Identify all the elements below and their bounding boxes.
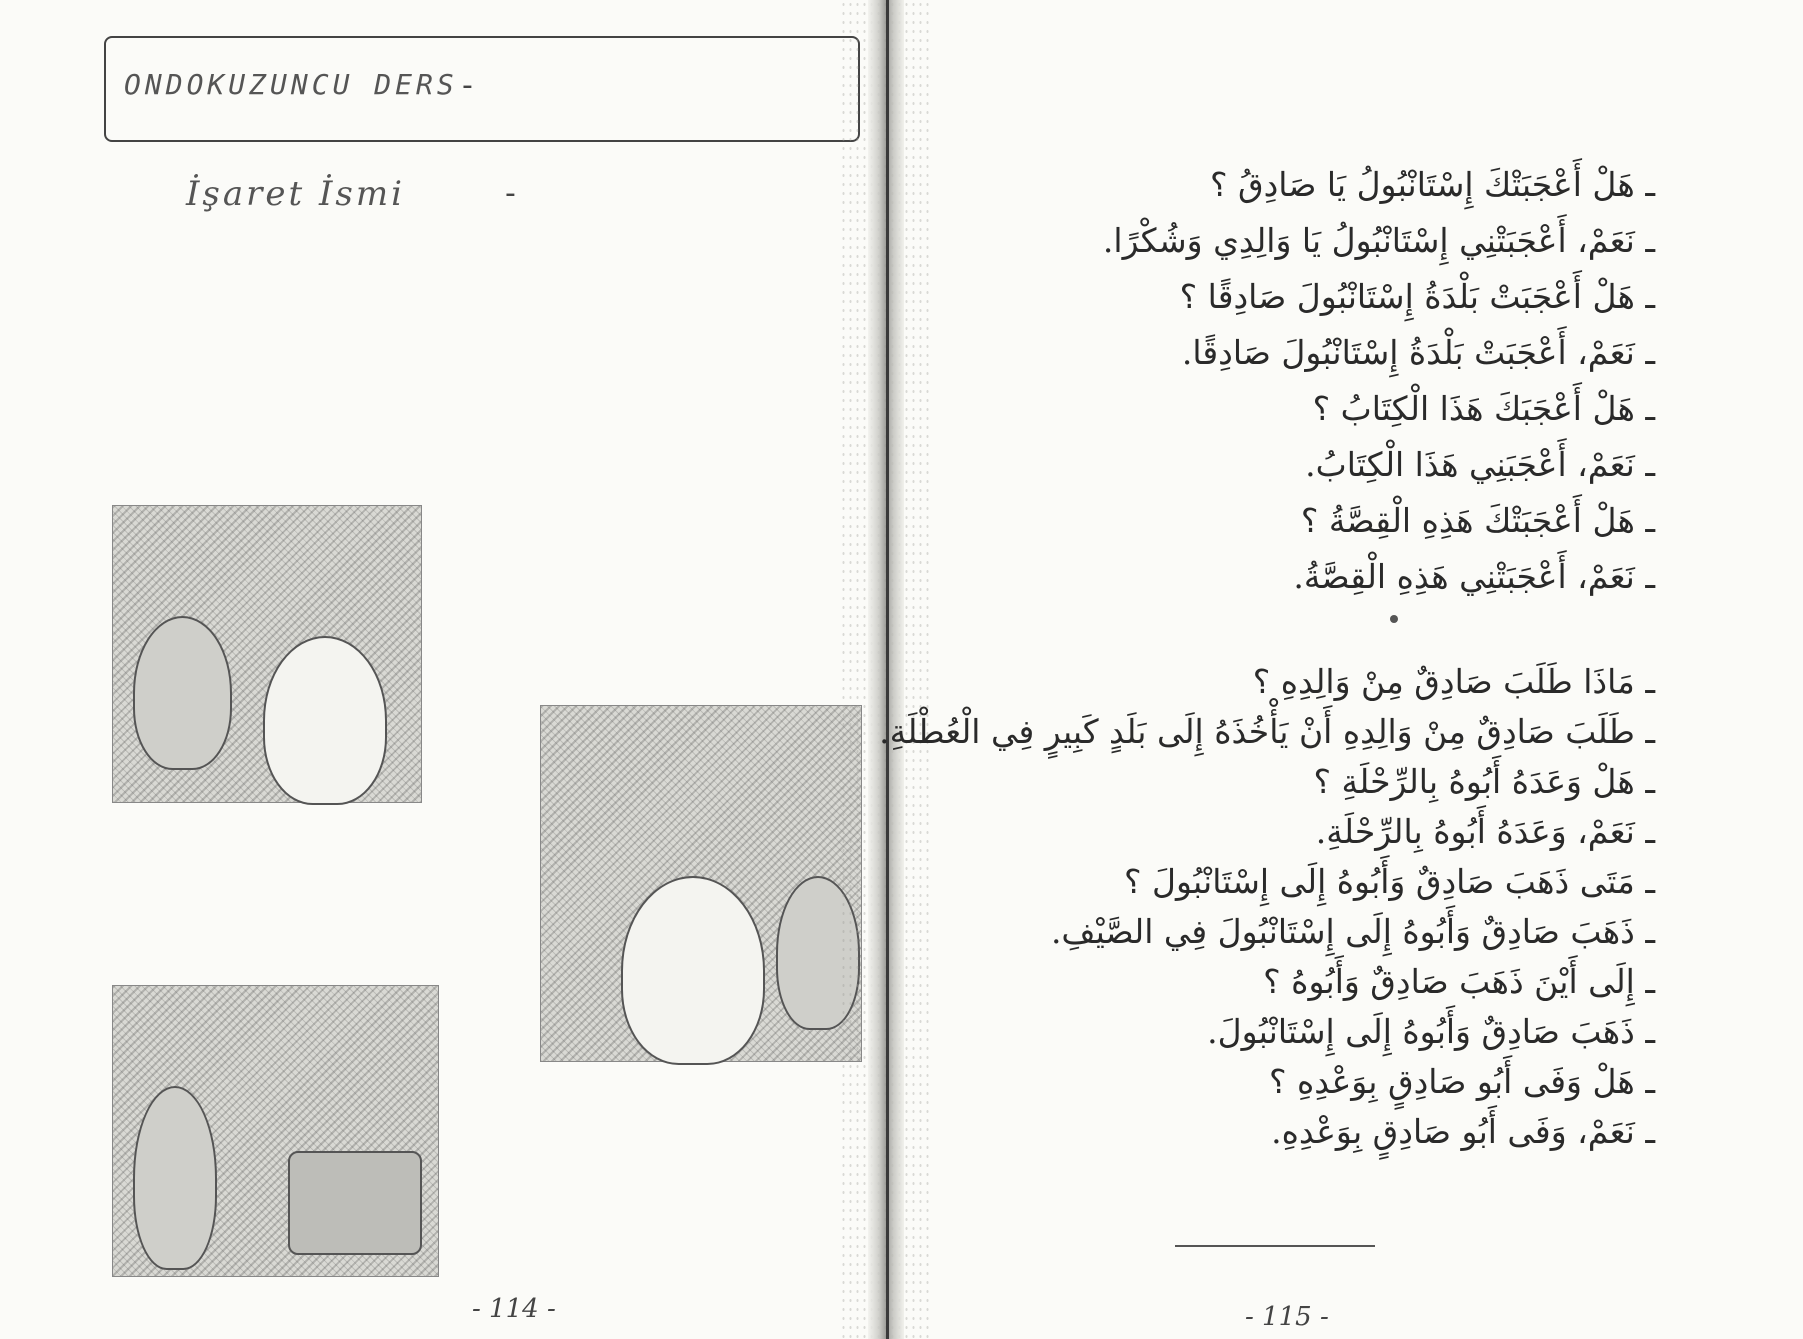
dialogue-line: ـ مَتَى ذَهَبَ صَادِقٌ وَأَبُوهُ إِلَى إِسْتَانْبُولَ ؟	[1124, 862, 1655, 901]
separator-line	[1175, 1245, 1375, 1247]
illustration-harbor	[112, 505, 422, 803]
dialogue-line: ـ طَلَبَ صَادِقٌ مِنْ وَالِدِهِ أَنْ يَأْخُذَهُ إِلَى بَلَدٍ كَبِيرٍ فِي الْعُطْلَةِ.	[879, 712, 1655, 751]
dialogue-line: ـ هَلْ أَعْجَبَتْكَ إِسْتَانْبُولُ يَا صَادِقُ ؟	[1209, 165, 1655, 204]
dialogue-line: ـ نَعَمْ، أَعْجَبَتْنِي إِسْتَانْبُولُ يَا وَالِدِي وَشُكْرًا.	[1102, 221, 1655, 260]
subtitle-turkish: İşaret İsmi	[186, 174, 405, 214]
left-page	[0, 0, 880, 1339]
page-number-left: - 114 -	[472, 1294, 556, 1324]
dialogue-line: ـ هَلْ أَعْجَبَتْ بَلْدَةُ إِسْتَانْبُولَ صَادِقًا ؟	[1179, 277, 1655, 316]
book-spine-line	[886, 0, 889, 1339]
dialogue-line: ـ نَعَمْ، وَفَى أَبُو صَادِقٍ بِوَعْدِهِ.	[1271, 1112, 1655, 1151]
dialogue-line: ـ نَعَمْ، أَعْجَبَنِي هَذَا الْكِتَابُ.	[1305, 445, 1655, 484]
dialogue-line: ـ هَلْ أَعْجَبَكَ هَذَا الْكِتَابُ ؟	[1312, 389, 1655, 428]
dialogue-line: ـ ذَهَبَ صَادِقٌ وَأَبُوهُ إِلَى إِسْتَانْبُولَ.	[1207, 1012, 1655, 1051]
dialogue-line: ـ هَلْ أَعْجَبَتْكَ هَذِهِ الْقِصَّةُ ؟	[1300, 501, 1655, 540]
illustration-mosque	[540, 705, 862, 1062]
subtitle-separator: -	[505, 176, 516, 211]
dialogue-line: ـ نَعَمْ، وَعَدَهُ أَبُوهُ بِالرِّحْلَةِ.	[1315, 812, 1655, 851]
dialogue-line: ـ هَلْ وَعَدَهُ أَبُوهُ بِالرِّحْلَةِ ؟	[1313, 762, 1655, 801]
dialogue-line: ـ نَعَمْ، أَعْجَبَتْنِي هَذِهِ الْقِصَّةُ.	[1293, 557, 1655, 596]
lesson-title-turkish: ONDOKUZUNCU DERS	[124, 68, 458, 101]
dialogue-line: ـ ذَهَبَ صَادِقٌ وَأَبُوهُ إِلَى إِسْتَانْبُولَ فِي الصَّيْفِ.	[1050, 912, 1655, 951]
title-separator: -	[462, 68, 473, 103]
dialogue-line: ـ هَلْ وَفَى أَبُو صَادِقٍ بِوَعْدِهِ ؟	[1268, 1062, 1655, 1101]
page-number-right: - 115 -	[1245, 1302, 1329, 1332]
illustration-market	[112, 985, 439, 1277]
dialogue-line: ـ نَعَمْ، أَعْجَبَتْ بَلْدَةُ إِسْتَانْبُولَ صَادِقًا.	[1181, 333, 1655, 372]
dialogue-line: ـ مَاذَا طَلَبَ صَادِقٌ مِنْ وَالِدِهِ ؟	[1252, 662, 1655, 701]
dialogue-line: ـ إِلَى أَيْنَ ذَهَبَ صَادِقٌ وَأَبُوهُ ؟	[1263, 962, 1655, 1001]
stray-mark	[1390, 615, 1398, 623]
